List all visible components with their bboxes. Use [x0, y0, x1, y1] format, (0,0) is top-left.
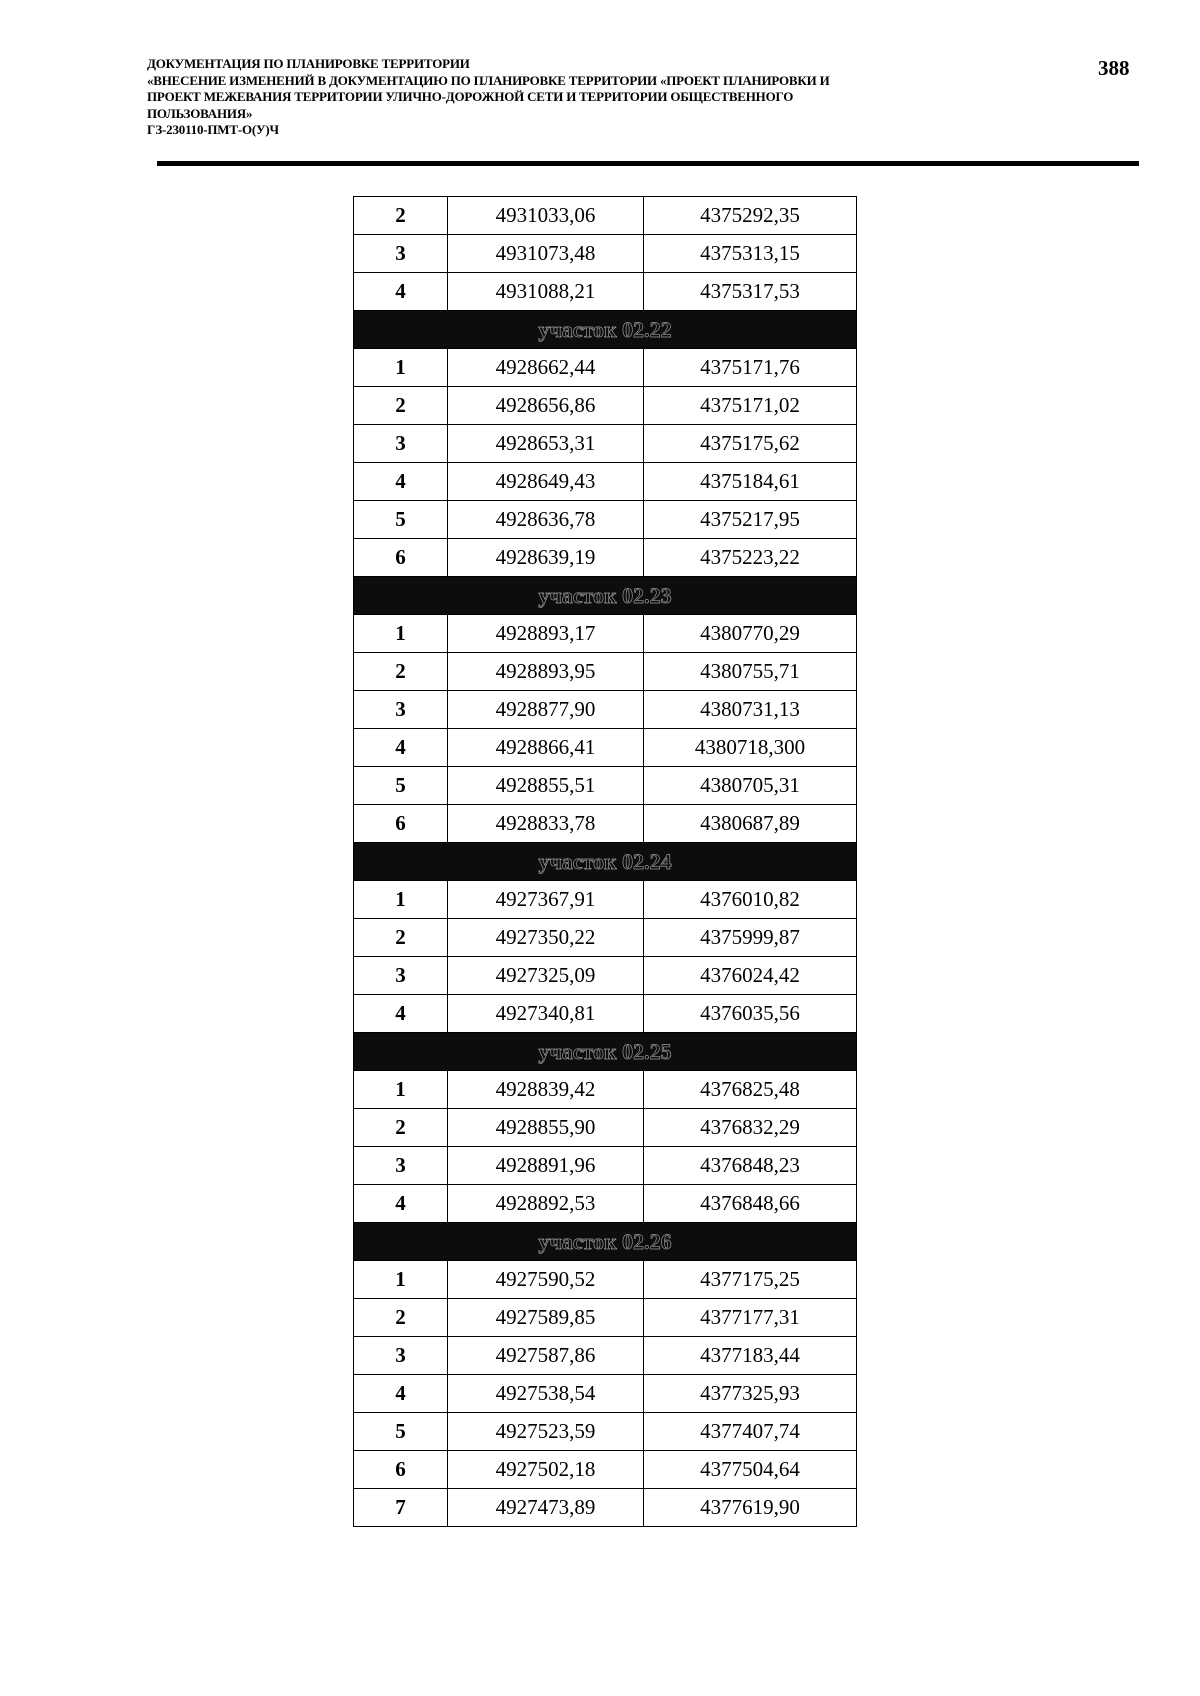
x-coordinate-cell: 4927587,86 — [448, 1337, 644, 1375]
x-coordinate-cell: 4928877,90 — [448, 691, 644, 729]
point-number-cell: 2 — [354, 919, 448, 957]
y-coordinate-cell: 4377325,93 — [644, 1375, 857, 1413]
x-coordinate-cell: 4928656,86 — [448, 387, 644, 425]
point-number-cell: 5 — [354, 501, 448, 539]
x-coordinate-cell: 4928662,44 — [448, 349, 644, 387]
table-row — [354, 729, 857, 767]
table-row — [354, 1261, 857, 1299]
y-coordinate-cell: 4377177,31 — [644, 1299, 857, 1337]
x-coordinate-cell: 4927350,22 — [448, 919, 644, 957]
table-row — [354, 425, 857, 463]
y-coordinate-cell: 4375217,95 — [644, 501, 857, 539]
x-coordinate-cell: 4928855,90 — [448, 1109, 644, 1147]
table-row — [354, 1109, 857, 1147]
x-coordinate-cell: 4927590,52 — [448, 1261, 644, 1299]
y-coordinate-cell: 4377175,25 — [644, 1261, 857, 1299]
x-coordinate-cell: 4928892,53 — [448, 1185, 644, 1223]
point-number-cell: 6 — [354, 805, 448, 843]
y-coordinate-cell: 4376035,56 — [644, 995, 857, 1033]
x-coordinate-cell: 4931088,21 — [448, 273, 644, 311]
point-number-cell: 2 — [354, 387, 448, 425]
x-coordinate-cell: 4928855,51 — [448, 767, 644, 805]
section-title: участок 02.26 — [354, 1223, 857, 1261]
point-number-cell: 4 — [354, 729, 448, 767]
table-row — [354, 1413, 857, 1451]
y-coordinate-cell: 4376010,82 — [644, 881, 857, 919]
y-coordinate-cell: 4375175,62 — [644, 425, 857, 463]
table-row — [354, 1451, 857, 1489]
point-number-cell: 4 — [354, 995, 448, 1033]
y-coordinate-cell: 4380687,89 — [644, 805, 857, 843]
x-coordinate-cell: 4927473,89 — [448, 1489, 644, 1527]
document-header — [147, 56, 1087, 139]
y-coordinate-cell: 4377619,90 — [644, 1489, 857, 1527]
table-row — [354, 539, 857, 577]
y-coordinate-cell: 4377407,74 — [644, 1413, 857, 1451]
y-coordinate-cell: 4376848,66 — [644, 1185, 857, 1223]
section-header-row — [354, 311, 857, 349]
table-row — [354, 615, 857, 653]
point-number-cell: 1 — [354, 1071, 448, 1109]
point-number-cell: 7 — [354, 1489, 448, 1527]
table-row — [354, 235, 857, 273]
x-coordinate-cell: 4931033,06 — [448, 197, 644, 235]
header-line-1: ДОКУМЕНТАЦИЯ ПО ПЛАНИРОВКЕ ТЕРРИТОРИИ — [147, 56, 470, 71]
table-row — [354, 1071, 857, 1109]
y-coordinate-cell: 4376825,48 — [644, 1071, 857, 1109]
point-number-cell: 3 — [354, 1337, 448, 1375]
x-coordinate-cell: 4928636,78 — [448, 501, 644, 539]
x-coordinate-cell: 4928866,41 — [448, 729, 644, 767]
table-row — [354, 273, 857, 311]
x-coordinate-cell: 4928833,78 — [448, 805, 644, 843]
point-number-cell: 2 — [354, 1299, 448, 1337]
table-row — [354, 1337, 857, 1375]
point-number-cell: 3 — [354, 691, 448, 729]
y-coordinate-cell: 4375171,02 — [644, 387, 857, 425]
point-number-cell: 4 — [354, 1185, 448, 1223]
table-row — [354, 1375, 857, 1413]
point-number-cell: 2 — [354, 1109, 448, 1147]
y-coordinate-cell: 4375292,35 — [644, 197, 857, 235]
x-coordinate-cell: 4927538,54 — [448, 1375, 644, 1413]
x-coordinate-cell: 4927589,85 — [448, 1299, 644, 1337]
y-coordinate-cell: 4376024,42 — [644, 957, 857, 995]
y-coordinate-cell: 4380731,13 — [644, 691, 857, 729]
table-row — [354, 463, 857, 501]
page-number: 388 — [1098, 56, 1130, 80]
section-title: участок 02.25 — [354, 1033, 857, 1071]
x-coordinate-cell: 4928891,96 — [448, 1147, 644, 1185]
y-coordinate-cell: 4380755,71 — [644, 653, 857, 691]
x-coordinate-cell: 4927523,59 — [448, 1413, 644, 1451]
y-coordinate-cell: 4377504,64 — [644, 1451, 857, 1489]
header-divider — [157, 161, 1139, 166]
section-header-row — [354, 1223, 857, 1261]
table-row — [354, 919, 857, 957]
x-coordinate-cell: 4928839,42 — [448, 1071, 644, 1109]
y-coordinate-cell: 4380705,31 — [644, 767, 857, 805]
section-header-row — [354, 577, 857, 615]
table-row — [354, 653, 857, 691]
header-line-4: ПОЛЬЗОВАНИЯ» — [147, 105, 253, 121]
point-number-cell: 2 — [354, 653, 448, 691]
y-coordinate-cell: 4380770,29 — [644, 615, 857, 653]
table-row — [354, 691, 857, 729]
header-line-3: ПРОЕКТ МЕЖЕВАНИЯ ТЕРРИТОРИИ УЛИЧНО-ДОРОЖНОЙ СЕТИ И ТЕРРИТОРИИ ОБЩЕСТВЕННОГО — [147, 89, 794, 104]
point-number-cell: 1 — [354, 615, 448, 653]
section-header-row — [354, 1033, 857, 1071]
y-coordinate-cell: 4376848,23 — [644, 1147, 857, 1185]
y-coordinate-cell: 4375313,15 — [644, 235, 857, 273]
table-row — [354, 1147, 857, 1185]
coordinates-table-body — [354, 197, 857, 1527]
x-coordinate-cell: 4927340,81 — [448, 995, 644, 1033]
y-coordinate-cell: 4375171,76 — [644, 349, 857, 387]
x-coordinate-cell: 4928639,19 — [448, 539, 644, 577]
header-line-2: «ВНЕСЕНИЕ ИЗМЕНЕНИЙ В ДОКУМЕНТАЦИЮ ПО ПЛАНИРОВКЕ ТЕРРИТОРИИ «ПРОЕКТ ПЛАНИРОВКИ И — [147, 72, 830, 88]
point-number-cell: 3 — [354, 425, 448, 463]
table-row — [354, 995, 857, 1033]
point-number-cell: 1 — [354, 1261, 448, 1299]
table-row — [354, 805, 857, 843]
y-coordinate-cell: 4375223,22 — [644, 539, 857, 577]
section-title: участок 02.22 — [354, 311, 857, 349]
x-coordinate-cell: 4928653,31 — [448, 425, 644, 463]
table-row — [354, 1185, 857, 1223]
x-coordinate-cell: 4928893,95 — [448, 653, 644, 691]
point-number-cell: 6 — [354, 539, 448, 577]
x-coordinate-cell: 4931073,48 — [448, 235, 644, 273]
coordinates-table — [353, 196, 857, 1527]
point-number-cell: 6 — [354, 1451, 448, 1489]
point-number-cell: 4 — [354, 1375, 448, 1413]
point-number-cell: 4 — [354, 273, 448, 311]
point-number-cell: 3 — [354, 957, 448, 995]
point-number-cell: 3 — [354, 1147, 448, 1185]
section-title: участок 02.23 — [354, 577, 857, 615]
x-coordinate-cell: 4928649,43 — [448, 463, 644, 501]
point-number-cell: 4 — [354, 463, 448, 501]
x-coordinate-cell: 4928893,17 — [448, 615, 644, 653]
table-row — [354, 349, 857, 387]
table-row — [354, 387, 857, 425]
point-number-cell: 1 — [354, 349, 448, 387]
y-coordinate-cell: 4380718,300 — [644, 729, 857, 767]
x-coordinate-cell: 4927367,91 — [448, 881, 644, 919]
section-title: участок 02.24 — [354, 843, 857, 881]
table-row — [354, 957, 857, 995]
point-number-cell: 2 — [354, 197, 448, 235]
y-coordinate-cell: 4375184,61 — [644, 463, 857, 501]
section-header-row — [354, 843, 857, 881]
table-row — [354, 767, 857, 805]
y-coordinate-cell: 4377183,44 — [644, 1337, 857, 1375]
point-number-cell: 5 — [354, 1413, 448, 1451]
point-number-cell: 3 — [354, 235, 448, 273]
y-coordinate-cell: 4376832,29 — [644, 1109, 857, 1147]
table-row — [354, 1489, 857, 1527]
table-row — [354, 1299, 857, 1337]
y-coordinate-cell: 4375999,87 — [644, 919, 857, 957]
table-row — [354, 881, 857, 919]
table-row — [354, 501, 857, 539]
table-row — [354, 197, 857, 235]
header-line-5: ГЗ-230110-ПМТ-О(У)Ч — [147, 122, 279, 137]
y-coordinate-cell: 4375317,53 — [644, 273, 857, 311]
point-number-cell: 1 — [354, 881, 448, 919]
x-coordinate-cell: 4927502,18 — [448, 1451, 644, 1489]
point-number-cell: 5 — [354, 767, 448, 805]
x-coordinate-cell: 4927325,09 — [448, 957, 644, 995]
